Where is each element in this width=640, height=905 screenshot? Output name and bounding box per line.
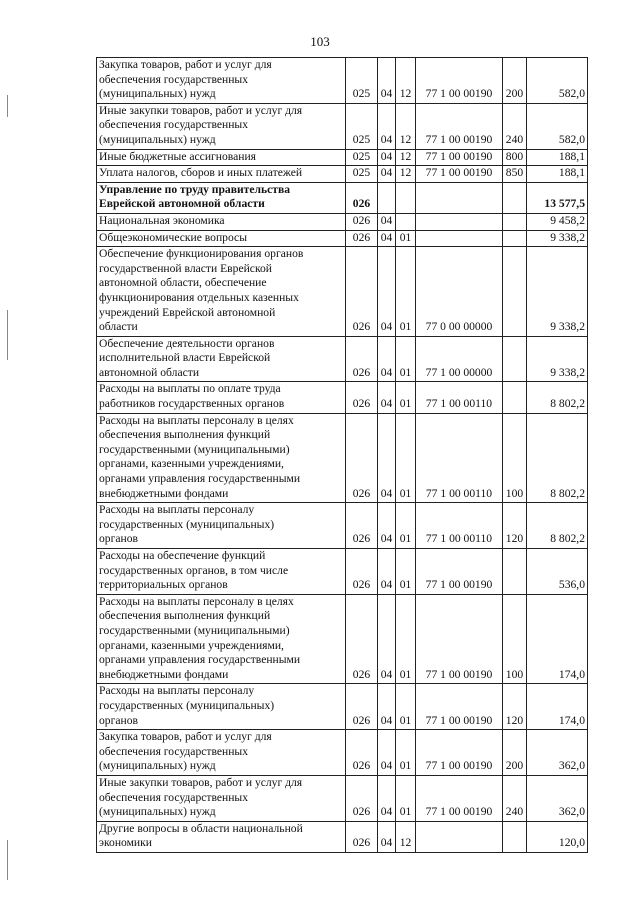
row-target-article: [416, 821, 503, 852]
table-row: [97, 213, 588, 230]
row-admin-code: 025: [346, 103, 378, 149]
row-expense-type: [503, 230, 527, 247]
row-amount: 362,0: [527, 730, 588, 776]
row-amount: 8 802,2: [527, 413, 588, 503]
row-section: 04: [378, 230, 396, 247]
row-section: 04: [378, 213, 396, 230]
row-subsection: 12: [396, 166, 416, 183]
row-amount: 120,0: [527, 821, 588, 852]
row-section: 04: [378, 549, 396, 595]
row-expense-type: 100: [503, 413, 527, 503]
row-name: Закупка товаров, работ и услуг для обеспечения государственных (муниципальных) нужд: [97, 58, 346, 104]
row-target-article: 77 1 00 00110: [416, 382, 503, 413]
row-subsection: 01: [396, 382, 416, 413]
row-name: Иные бюджетные ассигнования: [97, 149, 346, 166]
row-expense-type: [503, 549, 527, 595]
row-section: 04: [378, 103, 396, 149]
row-amount: 174,0: [527, 684, 588, 730]
row-expense-type: 200: [503, 730, 527, 776]
row-name: Расходы на обеспечение функций государственных органов, в том числе территориальных органов: [97, 549, 346, 595]
row-expense-type: [503, 336, 527, 382]
row-target-article: 77 1 00 00190: [416, 684, 503, 730]
row-section: 04: [378, 821, 396, 852]
row-amount: 582,0: [527, 103, 588, 149]
row-name: Обеспечение функционирования органов государственной власти Еврейской автономной области, обеспечение функционирования отдельных казенных учреждений Еврейской автономной области: [97, 247, 346, 337]
row-admin-code: 025: [346, 58, 378, 104]
row-admin-code: 025: [346, 149, 378, 166]
row-section: 04: [378, 382, 396, 413]
row-target-article: 77 1 00 00190: [416, 594, 503, 684]
row-section: 04: [378, 594, 396, 684]
row-amount: 8 802,2: [527, 503, 588, 549]
table-row: [97, 382, 588, 413]
row-target-article: 77 1 00 00190: [416, 730, 503, 776]
row-amount: 188,1: [527, 166, 588, 183]
row-subsection: 01: [396, 775, 416, 821]
table-row: [97, 684, 588, 730]
table-row: [97, 103, 588, 149]
row-section: 04: [378, 775, 396, 821]
row-subsection: 01: [396, 730, 416, 776]
table-row: [97, 336, 588, 382]
row-target-article: [416, 213, 503, 230]
row-section: 04: [378, 58, 396, 104]
row-amount: 9 458,2: [527, 213, 588, 230]
table-row: [97, 166, 588, 183]
margin-mark: [7, 840, 8, 880]
table-row: [97, 730, 588, 776]
row-name: Национальная экономика: [97, 213, 346, 230]
row-expense-type: 100: [503, 594, 527, 684]
row-subsection: 12: [396, 58, 416, 104]
budget-table: [96, 57, 588, 853]
row-name: Другие вопросы в области национальной экономики: [97, 821, 346, 852]
row-target-article: 77 1 00 00110: [416, 413, 503, 503]
row-target-article: 77 1 00 00190: [416, 166, 503, 183]
row-admin-code: 026: [346, 594, 378, 684]
row-section: [378, 182, 396, 213]
row-admin-code: 026: [346, 213, 378, 230]
row-target-article: [416, 182, 503, 213]
row-subsection: 01: [396, 594, 416, 684]
row-name: Расходы на выплаты персоналу государственных (муниципальных) органов: [97, 503, 346, 549]
row-expense-type: 240: [503, 775, 527, 821]
row-amount: 188,1: [527, 149, 588, 166]
row-expense-type: [503, 247, 527, 337]
table-row: [97, 230, 588, 247]
table-row: [97, 775, 588, 821]
row-amount: 8 802,2: [527, 382, 588, 413]
row-amount: 362,0: [527, 775, 588, 821]
row-section: 04: [378, 166, 396, 183]
row-name: Иные закупки товаров, работ и услуг для обеспечения государственных (муниципальных) нужд: [97, 103, 346, 149]
row-admin-code: 026: [346, 821, 378, 852]
row-expense-type: 240: [503, 103, 527, 149]
row-subsection: 01: [396, 684, 416, 730]
row-target-article: 77 1 00 00190: [416, 58, 503, 104]
row-target-article: 77 0 00 00000: [416, 247, 503, 337]
row-name: Закупка товаров, работ и услуг для обеспечения государственных (муниципальных) нужд: [97, 730, 346, 776]
row-subsection: 01: [396, 413, 416, 503]
row-subsection: 12: [396, 149, 416, 166]
row-amount: 13 577,5: [527, 182, 588, 213]
row-section: 04: [378, 413, 396, 503]
table-row: [97, 821, 588, 852]
table-row: [97, 58, 588, 104]
row-expense-type: [503, 182, 527, 213]
table-row: [97, 503, 588, 549]
row-amount: 174,0: [527, 594, 588, 684]
row-section: 04: [378, 149, 396, 166]
margin-mark: [7, 310, 8, 360]
row-admin-code: 026: [346, 182, 378, 213]
row-admin-code: 026: [346, 382, 378, 413]
table-row: [97, 413, 588, 503]
row-subsection: 01: [396, 230, 416, 247]
row-admin-code: 026: [346, 730, 378, 776]
row-name: Уплата налогов, сборов и иных платежей: [97, 166, 346, 183]
page-number: 103: [310, 34, 330, 49]
row-subsection: 12: [396, 821, 416, 852]
row-target-article: [416, 230, 503, 247]
row-expense-type: 850: [503, 166, 527, 183]
row-target-article: 77 1 00 00110: [416, 503, 503, 549]
row-subsection: 01: [396, 247, 416, 337]
row-target-article: 77 1 00 00190: [416, 103, 503, 149]
table-row: [97, 182, 588, 213]
row-expense-type: 120: [503, 684, 527, 730]
margin-mark: [7, 95, 8, 117]
row-amount: 9 338,2: [527, 336, 588, 382]
row-name: Обеспечение деятельности органов исполнительной власти Еврейской автономной области: [97, 336, 346, 382]
row-subsection: 01: [396, 336, 416, 382]
row-expense-type: [503, 382, 527, 413]
row-expense-type: 200: [503, 58, 527, 104]
row-admin-code: 026: [346, 336, 378, 382]
row-admin-code: 026: [346, 413, 378, 503]
row-admin-code: 026: [346, 230, 378, 247]
row-admin-code: 025: [346, 166, 378, 183]
row-admin-code: 026: [346, 775, 378, 821]
row-section: 04: [378, 684, 396, 730]
row-subsection: [396, 213, 416, 230]
row-section: 04: [378, 730, 396, 776]
table-row: [97, 549, 588, 595]
row-name: Расходы на выплаты по оплате труда работников государственных органов: [97, 382, 346, 413]
row-name: Управление по труду правительства Еврейской автономной области: [97, 182, 346, 213]
row-section: 04: [378, 503, 396, 549]
row-target-article: 77 1 00 00000: [416, 336, 503, 382]
row-admin-code: 026: [346, 247, 378, 337]
row-expense-type: 120: [503, 503, 527, 549]
row-subsection: [396, 182, 416, 213]
table-row: [97, 247, 588, 337]
row-name: Расходы на выплаты персоналу государственных (муниципальных) органов: [97, 684, 346, 730]
row-name: Иные закупки товаров, работ и услуг для обеспечения государственных (муниципальных) нужд: [97, 775, 346, 821]
row-name: Расходы на выплаты персоналу в целях обеспечения выполнения функций государственными (муниципальными) органами, казенными учреждениями, органами управления государственными внебюджетными фондами: [97, 413, 346, 503]
row-amount: 582,0: [527, 58, 588, 104]
row-expense-type: 800: [503, 149, 527, 166]
row-section: 04: [378, 336, 396, 382]
row-admin-code: 026: [346, 549, 378, 595]
row-subsection: 12: [396, 103, 416, 149]
row-subsection: 01: [396, 503, 416, 549]
row-target-article: 77 1 00 00190: [416, 775, 503, 821]
row-name: Общеэкономические вопросы: [97, 230, 346, 247]
row-admin-code: 026: [346, 684, 378, 730]
row-subsection: 01: [396, 549, 416, 595]
row-expense-type: [503, 821, 527, 852]
row-name: Расходы на выплаты персоналу в целях обеспечения выполнения функций государственными (муниципальными) органами, казенными учреждениями, органами управления государственными внебюджетными фондами: [97, 594, 346, 684]
row-target-article: 77 1 00 00190: [416, 149, 503, 166]
row-amount: 9 338,2: [527, 247, 588, 337]
table-row: [97, 149, 588, 166]
row-amount: 9 338,2: [527, 230, 588, 247]
table-row: [97, 594, 588, 684]
row-admin-code: 026: [346, 503, 378, 549]
row-expense-type: [503, 213, 527, 230]
row-target-article: 77 1 00 00190: [416, 549, 503, 595]
row-section: 04: [378, 247, 396, 337]
row-amount: 536,0: [527, 549, 588, 595]
